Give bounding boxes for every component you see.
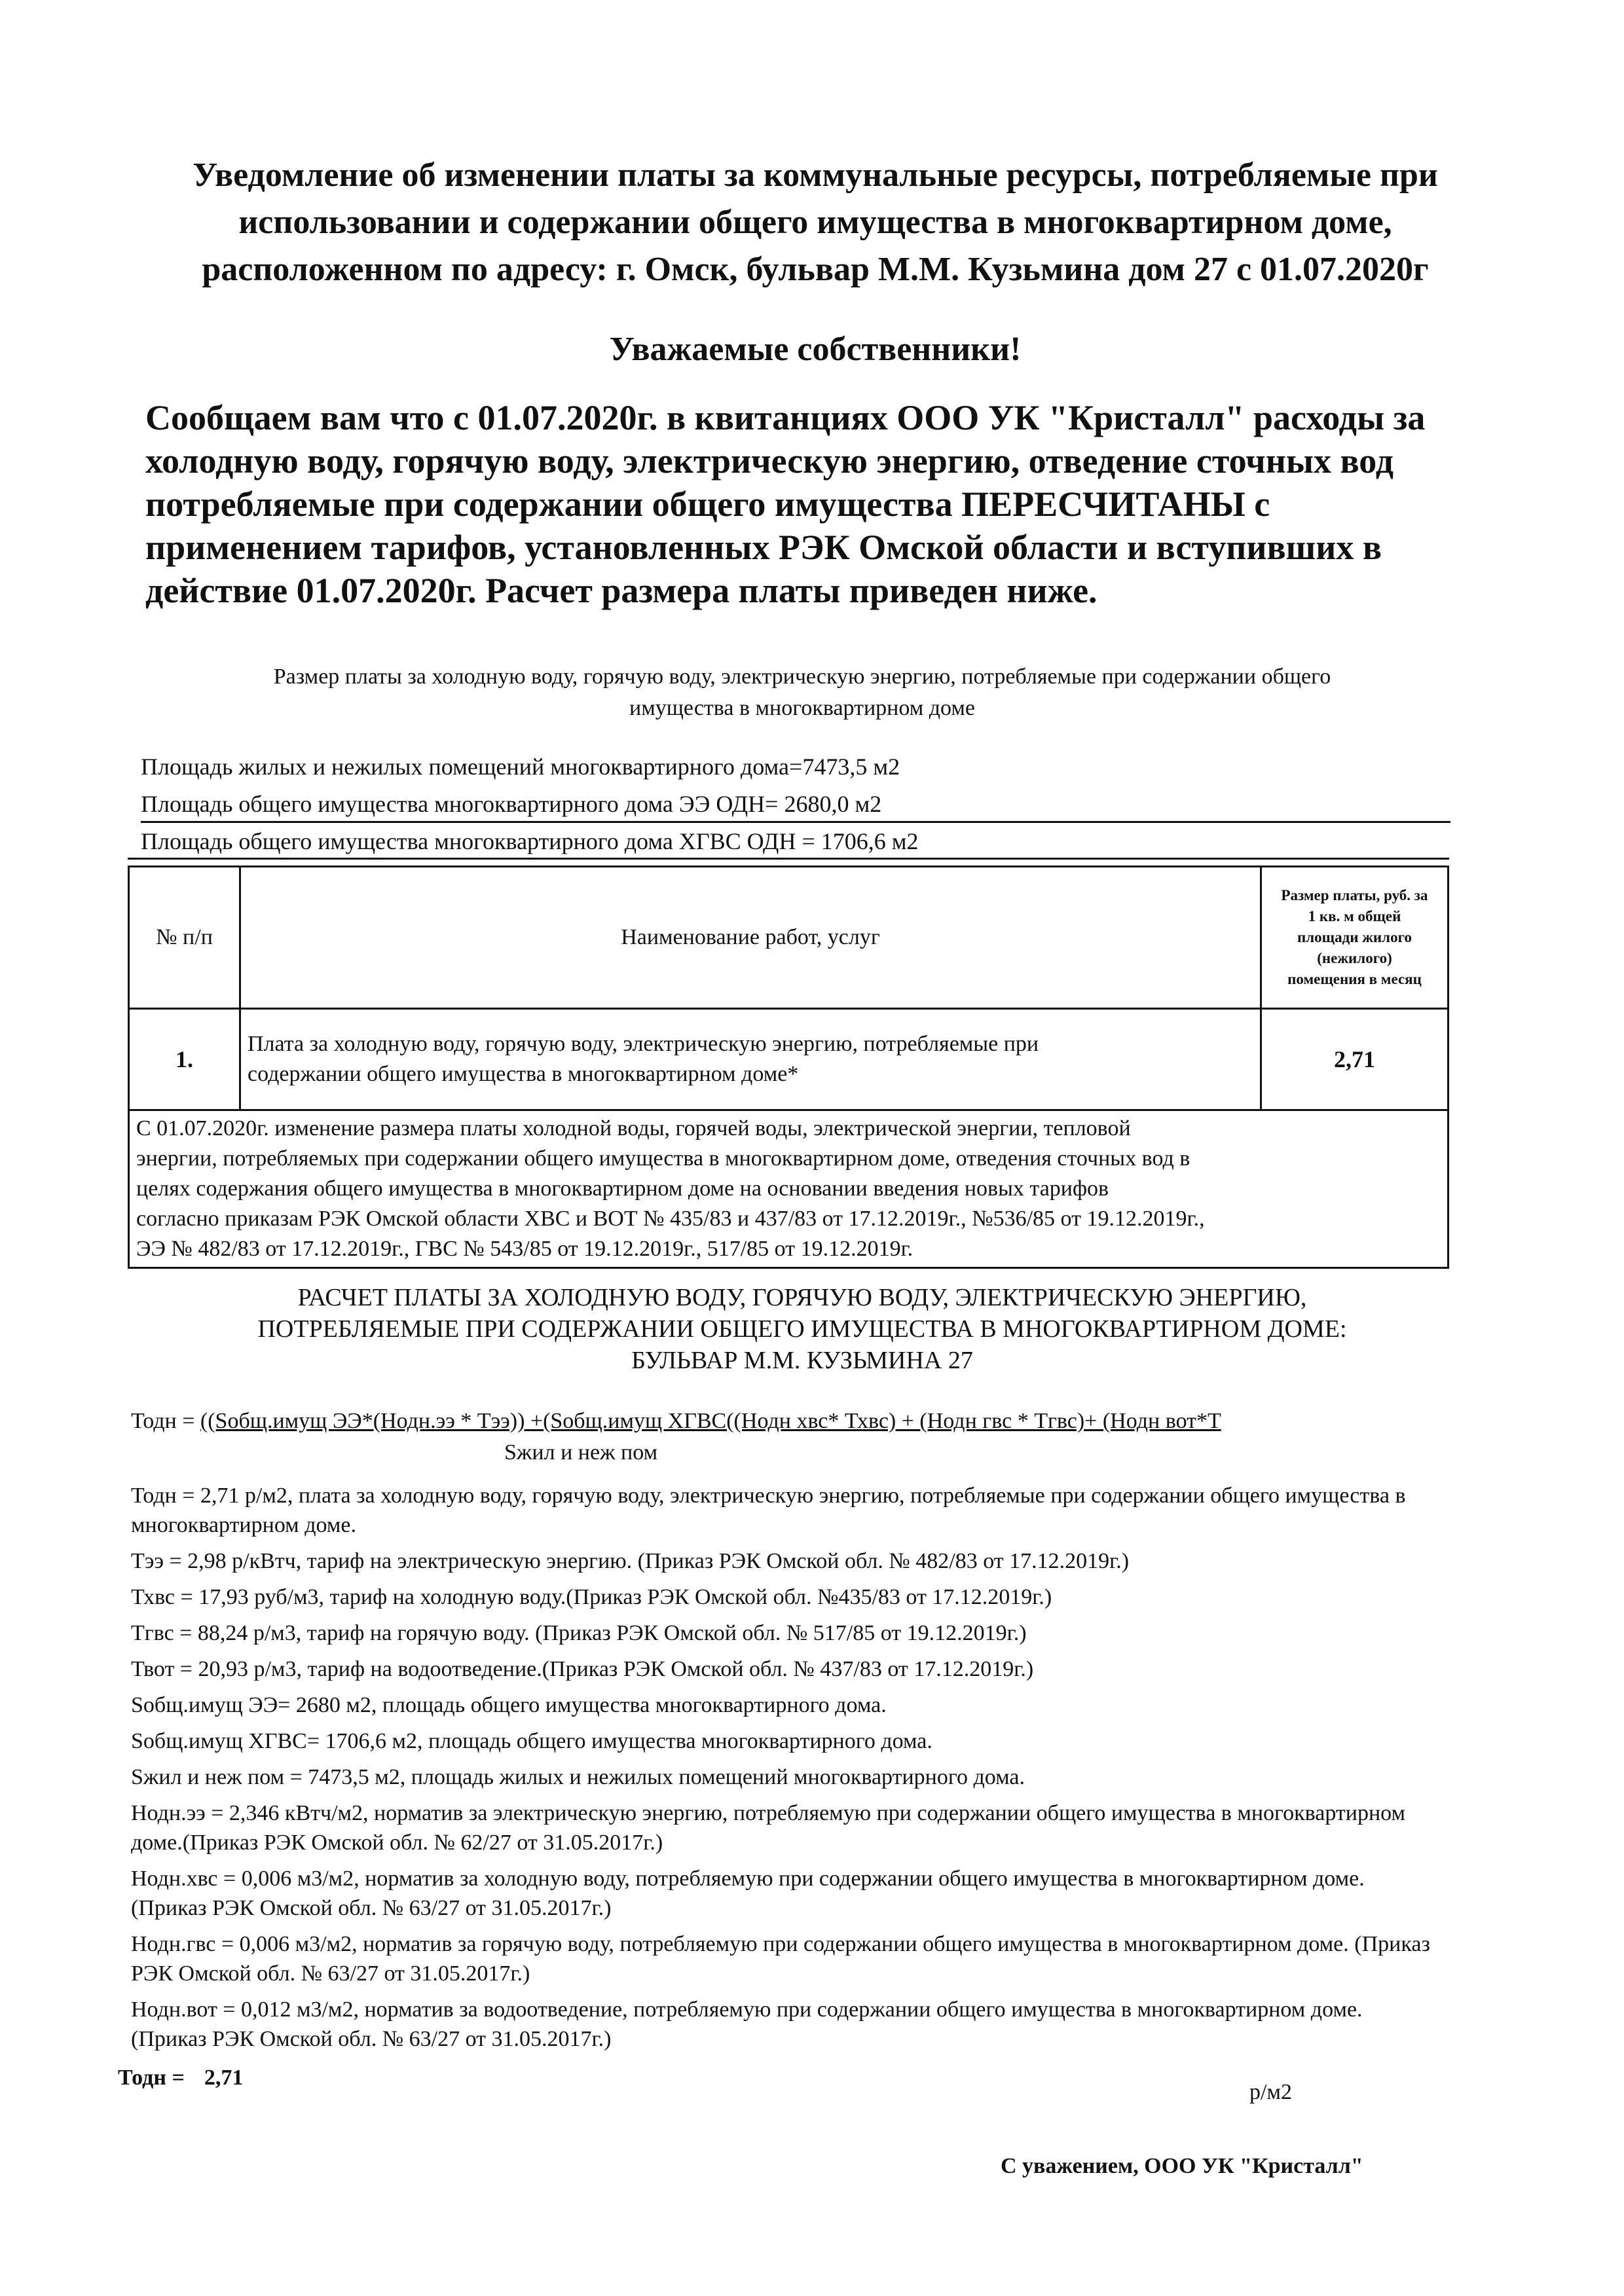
definition-item: Тхвс = 17,93 руб/м3, тариф на холодную воду.(Приказ РЭК Омской обл. №435/83 от 17.12.2019г.) xyxy=(131,1585,1052,1609)
intro-paragraph xyxy=(145,396,1455,612)
definition-item: Sобщ.имущ ЭЭ= 2680 м2, площадь общего имущества многоквартирного дома. xyxy=(131,1693,887,1717)
definition-item: Тгвс = 88,24 р/м3, тариф на горячую воду. (Приказ РЭК Омской обл. № 517/85 от 19.12.2019г.) xyxy=(131,1621,1027,1645)
area-common-hgvs: Площадь общего имущества многоквартирного дома ХГВС ОДН = 1706,6 м2 xyxy=(141,828,919,854)
header-price xyxy=(1261,867,1449,1009)
area-residential: Площадь жилых и нежилых помещений многоквартирного дома=7473,5 м2 xyxy=(141,754,900,780)
row-name xyxy=(240,1009,1261,1110)
calc-title xyxy=(141,1282,1464,1376)
definitions-list xyxy=(131,1481,1441,2060)
header-num: № п/п xyxy=(129,867,240,1009)
definition-item: Нодн.вот = 0,012 м3/м2, норматив за водоотведение, потребляемую при содержании общего имущества в многоквартирном доме. (Приказ РЭК Омской обл. № 63/27 от 31.05.2017г.) xyxy=(131,1997,1363,2051)
result-label: Тодн = xyxy=(118,2066,185,2090)
definition-item: Sжил и неж пом = 7473,5 м2, площадь жилых и нежилых помещений многоквартирного дома. xyxy=(131,1765,1025,1789)
header-price-line: 1 кв. м общей xyxy=(1308,908,1401,924)
definition-item: Sобщ.имущ ХГВС= 1706,6 м2, площадь общего имущества многоквартирного дома. xyxy=(131,1729,932,1753)
row-num: 1. xyxy=(129,1009,240,1110)
definition-item: Нодн.гвс = 0,006 м3/м2, норматив за горячую воду, потребляемую при содержании общего имущества в многоквартирном доме. (Приказ РЭК Омской обл. № 63/27 от 31.05.2017г.) xyxy=(131,1932,1430,1986)
intro-line: применением тарифов, установленных РЭК Омской области и вступивших в xyxy=(145,528,1382,567)
calc-title-line: ПОТРЕБЛЯЕМЫЕ ПРИ СОДЕРЖАНИИ ОБЩЕГО ИМУЩЕСТВА В МНОГОКВАРТИРНОМ ДОМЕ: xyxy=(257,1315,1347,1343)
result-unit: р/м2 xyxy=(1249,2080,1292,2104)
definition-item: Нодн.хвс = 0,006 м3/м2, норматив за холодную воду, потребляемую при содержании общего имущества в многоквартирном доме. (Приказ РЭК Омской обл. № 63/27 от 31.05.2017г.) xyxy=(131,1867,1365,1920)
header-price-line: Размер платы, руб. за xyxy=(1281,887,1428,903)
subheading-line: Размер платы за холодную воду, горячую воду, электрическую энергию, потребляемые при содержании общего xyxy=(273,665,1331,689)
row-price: 2,71 xyxy=(1261,1009,1449,1110)
note-line: целях содержания общего имущества в многоквартирном доме на основании введения новых тарифов xyxy=(136,1176,1109,1201)
intro-line: холодную воду, горячую воду, электрическую энергию, отведение сточных вод xyxy=(145,441,1394,481)
note-line: энергии, потребляемых при содержании общего имущества в многоквартирном доме, отведения сточных вод в xyxy=(136,1146,1190,1171)
notice-title xyxy=(157,152,1473,293)
intro-line: потребляемые при содержании общего имущества ПЕРЕСЧИТАНЫ с xyxy=(145,484,1270,524)
subheading-line: имущества в многоквартирном доме xyxy=(629,696,975,720)
header-name: Наименование работ, услуг xyxy=(240,867,1261,1009)
fee-subheading xyxy=(141,661,1464,724)
table-note xyxy=(129,1110,1449,1268)
definition-item: Тодн = 2,71 р/м2, плата за холодную воду, горячую воду, электрическую энергию, потребляемые при содержании общего имущества в многоквартирном доме. xyxy=(131,1484,1406,1537)
greeting: Уважаемые собственники! xyxy=(609,331,1022,368)
calc-title-line: БУЛЬВАР М.М. КУЗЬМИНА 27 xyxy=(631,1347,973,1374)
calc-title-line: РАСЧЕТ ПЛАТЫ ЗА ХОЛОДНУЮ ВОДУ, ГОРЯЧУЮ ВОДУ, ЭЛЕКТРИЧЕСКУЮ ЭНЕРГИЮ, xyxy=(297,1284,1307,1311)
formula-prefix: Тодн = xyxy=(131,1409,200,1433)
formula xyxy=(131,1406,1447,1436)
formula-denominator: Sжил и неж пом xyxy=(504,1440,658,1465)
divider xyxy=(141,821,1450,823)
header-price-line: помещения в месяц xyxy=(1287,971,1422,987)
definition-item: Твот = 20,93 р/м3, тариф на водоотведение.(Приказ РЭК Омской обл. № 437/83 от 17.12.2019г.) xyxy=(131,1657,1034,1681)
row-name-line: содержании общего имущества в многоквартирном доме* xyxy=(248,1062,799,1086)
note-line: ЭЭ № 482/83 от 17.12.2019г., ГВС № 543/85 от 19.12.2019г., 517/85 от 19.12.2019г. xyxy=(136,1237,913,1261)
header-price-line: (нежилого) xyxy=(1317,950,1392,966)
row-name-line: Плата за холодную воду, горячую воду, электрическую энергию, потребляемые при xyxy=(248,1032,1039,1056)
definition-item: Тээ = 2,98 р/кВтч, тариф на электрическую энергию. (Приказ РЭК Омской обл. № 482/83 от 17.12.2019г.) xyxy=(131,1549,1130,1573)
table-row xyxy=(129,1009,1449,1110)
table-header-row xyxy=(129,867,1449,1009)
definition-item: Нодн.ээ = 2,346 кВтч/м2, норматив за электрическую энергию, потребляемую при содержании общего имущества в многоквартирном доме.(Приказ РЭК Омской обл. № 62/27 от 31.05.2017г.) xyxy=(131,1801,1406,1855)
title-line: Уведомление об изменении платы за коммунальные ресурсы, потребляемые при xyxy=(193,156,1438,194)
note-line: С 01.07.2020г. изменение размера платы холодной воды, горячей воды, электрической энергии, тепловой xyxy=(136,1116,1131,1140)
header-price-line: площади жилого xyxy=(1297,929,1412,945)
title-line: расположенном по адресу: г. Омск, бульвар М.М. Кузьмина дом 27 с 01.07.2020г xyxy=(202,251,1429,288)
result-value: 2,71 xyxy=(204,2066,244,2090)
intro-line: действие 01.07.2020г. Расчет размера платы приведен ниже. xyxy=(145,571,1098,610)
formula-numerator: ((Sобщ.имущ ЭЭ*(Нодн.ээ * Тээ)) +(Sобщ.имущ ХГВС((Нодн хвс* Тхвс) + (Нодн гвс * Тгвс)+ (Нодн вот*Т xyxy=(200,1409,1221,1433)
intro-line: Сообщаем вам что с 01.07.2020г. в квитанциях ООО УК "Кристалл" расходы за xyxy=(145,398,1426,437)
table-note-row xyxy=(129,1110,1449,1268)
result-line xyxy=(118,2066,243,2090)
divider xyxy=(128,858,1449,860)
note-line: согласно приказам РЭК Омской области ХВС и ВОТ № 435/83 и 437/83 от 17.12.2019г., №536/85 от 19.12.2019г., xyxy=(136,1207,1205,1231)
title-line: использовании и содержании общего имущества в многоквартирном доме, xyxy=(238,204,1392,241)
signature: С уважением, ООО УК "Кристалл" xyxy=(1001,2154,1363,2178)
fee-table xyxy=(128,866,1449,1269)
area-common-ee: Площадь общего имущества многоквартирного дома ЭЭ ОДН= 2680,0 м2 xyxy=(141,791,882,817)
